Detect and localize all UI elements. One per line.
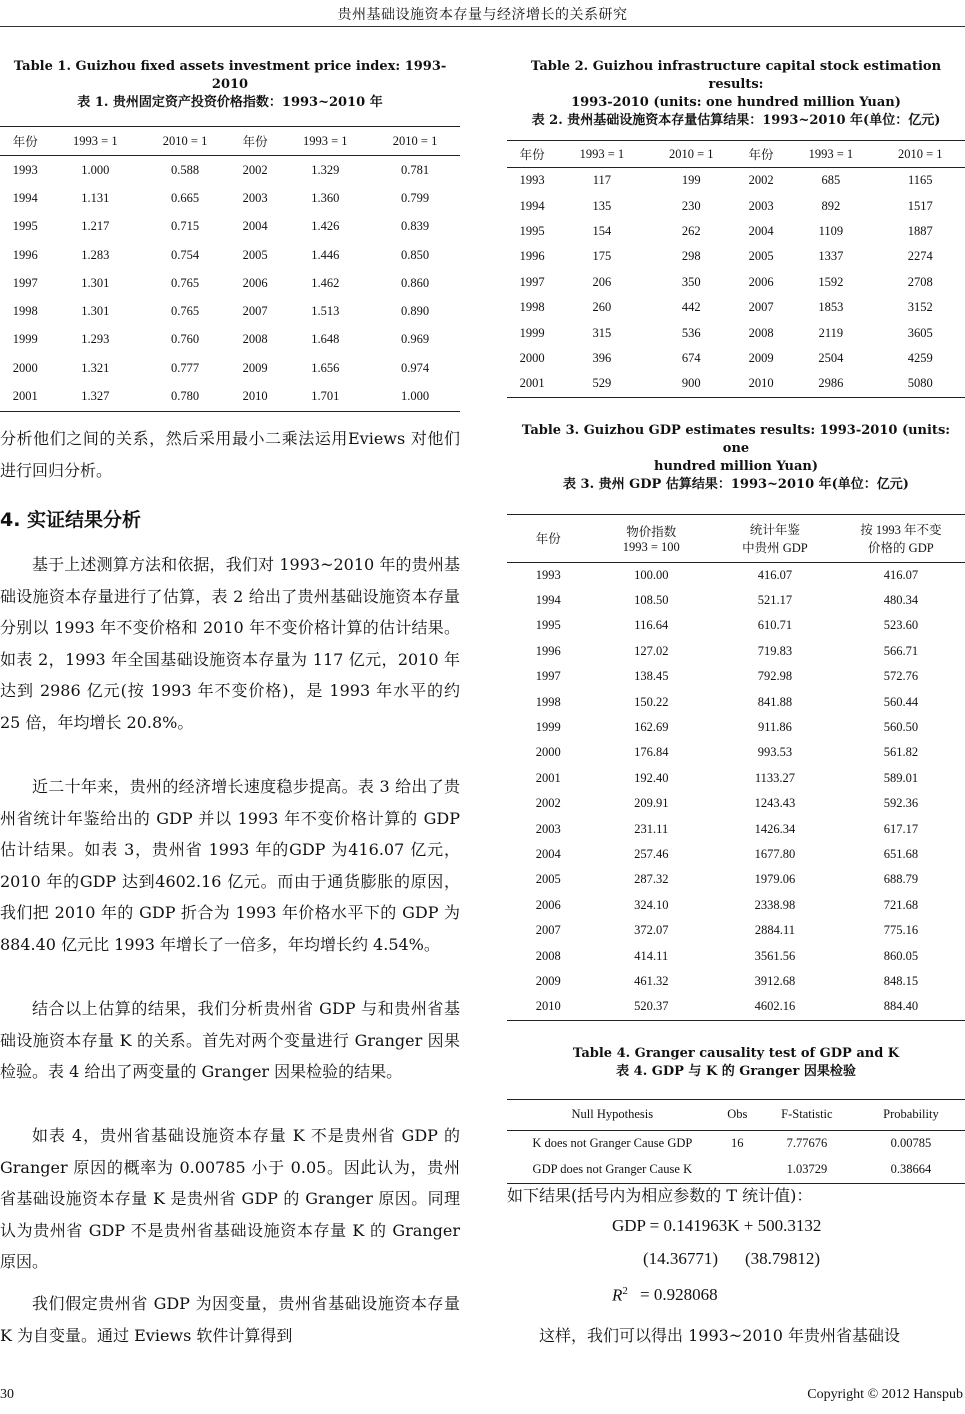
table1-cell: 2003 [242,190,268,205]
table2-cell: 3605 [907,325,933,340]
table3-row [507,562,965,588]
table1-cell: 1.446 [311,247,340,262]
table2-cell: 2001 [507,371,557,397]
table3-cell: 841.88 [757,694,793,709]
table3-row [507,613,965,638]
table4-caption-cn: 表 4. GDP 与 K 的 Granger 因果检验 [616,1063,856,1079]
table4-cell: 1.03729 [757,1157,857,1184]
table3-cell: 1994 [535,593,561,608]
table2-header-cell: 2010 = 1 [647,141,736,168]
table2-cell: 2006 [748,274,774,289]
table2-cell: 2274 [907,249,933,264]
table1-cell: 0.754 [171,247,200,262]
table3-header-yearbook-gdp [713,514,837,562]
table2-cell: 1998 [519,300,545,315]
table3 [507,514,965,1021]
table2-cell: 442 [681,300,701,315]
table2-header-cell: 1993 = 1 [557,141,646,168]
table3-row [507,588,965,613]
t-stat-constant: (38.79812) [745,1249,821,1268]
table1-cell: 2006 [242,275,268,290]
table1-cell: 1.329 [311,162,340,177]
table4-cell: GDP does not Granger Cause K [507,1157,718,1184]
table3-cell: 2338.98 [754,897,796,912]
table3-cell: 209.91 [634,796,669,811]
copyright: Copyright © 2012 Hanspub [807,1387,963,1402]
table3-cell: 416.07 [883,567,919,582]
table1-cell: 1.701 [280,382,370,411]
table4-header-cell: Obs [718,1099,757,1130]
table1-cell: 1.462 [311,275,340,290]
table2-cell: 2003 [748,198,774,213]
table1-cell: 1.327 [50,382,140,411]
table2-cell: 1997 [519,274,545,289]
table2-cell: 3152 [907,300,933,315]
table3-row [507,715,965,740]
table3-row [507,740,965,765]
table2-row [507,219,965,244]
table3-cell: 2004 [535,847,561,861]
table3-cell: 848.15 [883,973,919,988]
table2-cell: 260 [592,300,612,315]
table3-cell: 176.84 [634,745,669,760]
table3-cell: 4602.16 [713,994,837,1020]
table3-cell: 3912.68 [754,973,796,988]
table3-cell: 1995 [535,618,561,633]
table3-cell: 911.86 [757,720,792,735]
table2-cell: 1517 [907,198,933,213]
table3-cell: 610.71 [757,618,793,633]
table1-header-cell: 2010 = 1 [370,127,460,156]
table2-row [507,270,965,295]
table2-cell: 536 [681,325,701,340]
table2-cell: 396 [592,350,612,365]
paragraph-5: 我们假定贵州省 GDP 为因变量，贵州省基础设施资本存量 K 为自变量。通过 Eviews 软件计算得到 [0,1294,460,1345]
table3-cell: 651.68 [883,847,919,861]
paragraph-result-intro: 如下结果(括号内为相应参数的 T 统计值)： [507,1186,813,1205]
table2-cell: 1999 [519,325,545,340]
table3-cell: 150.22 [634,694,669,709]
table3-caption-en-1: Table 3. Guizhou GDP estimates results: 1993-2010 (units: one [521,422,951,456]
table2-header-cell: 年份 [507,141,557,168]
table3-row [507,943,965,968]
table3-cell: 1426.34 [754,821,796,836]
table4-header-cell: Null Hypothesis [507,1099,718,1130]
table1-row [0,269,460,297]
table1-caption-cn: 表 1. 贵州固定资产投资价格指数：1993~2010 年 [77,95,383,110]
table3-row [507,994,965,1020]
table3-cell: 2005 [535,872,561,887]
table2-cell: 1994 [519,198,545,213]
table3-row [507,969,965,994]
table3-cell: 1677.80 [754,847,796,861]
table1-cell: 0.765 [171,304,200,319]
table2-row [507,295,965,320]
table3-header-constant-gdp-l2: 价格的 GDP [868,541,934,556]
table1-cell: 1993 [12,162,38,177]
table3-caption-en-2: hundred million Yuan) [654,458,818,474]
table3-cell: 192.40 [634,770,669,785]
table1-cell: 1.513 [311,304,340,319]
table4-cell: 0.38664 [857,1157,965,1184]
table2-cell: 1109 [818,223,844,238]
table3-cell: 138.45 [634,669,669,684]
table1-row [0,184,460,212]
table4-caption-en: Table 4. Granger causality test of GDP and K [572,1045,900,1061]
paragraph-intro: 分析他们之间的关系，然后采用最小二乘法运用Eviews 对他们进行回归分析。 [0,429,460,480]
table3-cell: 2009 [535,973,561,988]
paragraph-2: 近二十年来，贵州的经济增长速度稳步提高。表 3 给出了贵州省统计年鉴给出的 GDP 并以 1993 年不变价格计算的 GDP 估计结果。如表 3，贵州省 1993 年的GDP 为416.07 亿元，2010 年的GDP 达到4602.16 亿元。而由于通货膨胀的原因，我们把 2010 年的 GDP 折合为 1993 年价格水平下的 GDP 为 884.40 亿元比 1993 年增长了一倍多，年均增长约 4.54%。 [0,777,460,954]
table3-cell: 2007 [535,923,561,938]
table1-row [0,354,460,382]
table2-row [507,346,965,371]
table3-cell: 993.53 [757,745,793,760]
table4-cell: 7.77676 [786,1136,828,1151]
table1-header-cell: 1993 = 1 [280,127,370,156]
table2-cell: 154 [592,223,612,238]
table3-cell: 2001 [535,770,561,785]
table1-cell: 1.426 [311,219,340,234]
table3-cell: 1993 [535,567,561,582]
table1-cell: 2001 [0,382,50,411]
table3-cell: 561.82 [883,745,919,760]
table1-cell: 2008 [242,332,268,347]
table3-cell: 3561.56 [754,948,796,963]
table2-cell: 1993 [519,173,545,188]
table2-cell: 2504 [818,350,844,365]
table3-cell: 1997 [535,669,561,684]
table2-cell: 1165 [908,173,933,188]
table2-header-cell: 年份 [736,141,786,168]
r-squared-label [612,1285,628,1306]
table1-cell: 0.665 [171,190,200,205]
table3-header-constant-gdp [837,514,965,562]
table1-cell: 1.283 [81,247,110,262]
table2-cell: 2004 [748,223,774,238]
table1-cell: 1996 [12,247,38,262]
table3-cell: 2002 [535,796,561,811]
table4-cell: K does not Granger Cause GDP [532,1136,693,1151]
table1-cell: 2000 [12,360,38,375]
table2-caption-en-1: Table 2. Guizhou infrastructure capital stock estimation results: [530,59,942,92]
table1-cell: 1.131 [81,190,110,205]
r-squared-value: = 0.928068 [640,1285,718,1304]
table3-header-yearbook-gdp-l1: 统计年鉴 [749,523,800,538]
table1-cell: 2010 [230,382,280,411]
table3-cell: 100.00 [634,567,669,582]
table2-row [507,371,965,397]
table3-cell: 721.68 [883,897,919,912]
table1-cell: 0.890 [401,304,430,319]
table3-cell: 480.34 [883,593,919,608]
table3-cell: 560.44 [883,694,919,709]
table3-cell: 461.32 [634,973,669,988]
table4 [507,1099,965,1184]
table1-row [0,213,460,241]
table2-cell: 117 [592,173,612,188]
table1-header-cell: 2010 = 1 [140,127,230,156]
table2-cell: 199 [681,173,701,188]
table3-row [507,893,965,918]
table2-cell: 2708 [907,274,933,289]
table2-cell: 175 [592,249,612,264]
table3-cell: 617.17 [883,821,919,836]
paragraph-3: 结合以上估算的结果，我们分析贵州省 GDP 与和贵州省基础设施资本存量 K 的关系。首先对两个变量进行 Granger 因果检验。表 4 给出了两变量的 Granger 因果检验的结果。 [0,999,460,1081]
table3-cell: 1998 [535,694,561,709]
table2-cell: 2002 [748,173,774,188]
table1-cell: 2007 [242,304,268,319]
table2-cell: 1996 [519,249,545,264]
table3-cell: 127.02 [634,643,669,658]
table2-caption-en-2: 1993-2010 (units: one hundred million Yuan) [571,95,901,110]
table2-cell: 2007 [748,300,774,315]
table3-cell: 688.79 [883,872,919,887]
table1-caption [0,58,460,112]
paragraph-1: 基于上述测算方法和依据，我们对 1993~2010 年的贵州基础设施资本存量进行了估算，表 2 给出了贵州基础设施资本存量分别以 1993 年不变价格和 2010 年不变价格计算的估计结果。如表 2，1993 年全国基础设施资本存量为 117 亿元，2010 年达到 2986 亿元(按 1993 年不变价格)，是 1993 年水平的约 25 倍，年均增长 20.8%。 [0,555,460,732]
table2-header-cell: 1993 = 1 [786,141,875,168]
table1-cell: 1994 [12,190,38,205]
header-rule [0,26,965,27]
table1-cell: 0.850 [401,247,430,262]
table1-cell: 0.760 [171,332,200,347]
table3-row [507,766,965,791]
table4-row [507,1130,965,1157]
table3-cell: 884.40 [837,994,965,1020]
table1-cell: 1997 [12,275,38,290]
table1-row [0,326,460,354]
table2-cell: 685 [821,173,841,188]
table1-cell: 0.969 [401,332,430,347]
table1-cell: 0.588 [171,162,200,177]
table1-cell: 0.974 [401,360,430,375]
r-squared-exponent: 2 [622,1285,628,1297]
section-heading: 4. 实证结果分析 [0,509,142,531]
table3-caption [507,422,965,494]
table3-cell: 521.17 [757,593,793,608]
table3-cell: 231.11 [634,821,669,836]
table2-cell: 262 [681,223,701,238]
table3-row [507,867,965,892]
table1-row [0,241,460,269]
table4-caption [507,1045,965,1081]
table2-row [507,168,965,194]
table2-cell: 674 [681,350,701,365]
table3-header-price-index-l2: 1993 = 100 [622,539,680,554]
table1-header-cell: 年份 [230,127,280,156]
table3-cell: 589.01 [883,770,919,785]
right-column [507,40,965,1184]
table2-cell: 350 [681,274,701,289]
table3-cell: 520.37 [589,994,713,1020]
table2-cell: 230 [681,198,701,213]
paragraph-4: 如表 4，贵州省基础设施资本存量 K 不是贵州省 GDP 的 Granger 原因的概率为 0.00785 小于 0.05。因此认为，贵州省基础设施资本存量 K 是贵州省 GDP 的 Granger 原因。同理认为贵州省 GDP 不是贵州省基础设施资本存量 K 的 Granger 原因。 [0,1126,460,1271]
t-stat-coefficient: (14.36771) [643,1249,719,1268]
table1-cell: 0.780 [140,382,230,411]
table3-cell: 1133.27 [754,770,795,785]
table3-cell: 775.16 [883,923,919,938]
table1-cell: 1.656 [311,360,340,375]
table3-cell: 523.60 [883,618,919,633]
table3-header-price-index [589,514,713,562]
table3-cell: 414.11 [634,948,669,963]
table1-cell: 1999 [12,332,38,347]
table4-header-row [507,1099,965,1130]
table2-row [507,320,965,345]
table3-cell: 2010 [507,994,589,1020]
table2-row [507,193,965,218]
table2-header-row [507,141,965,168]
table3-cell: 372.07 [634,923,669,938]
table1-cell: 2009 [242,360,268,375]
table3-cell: 572.76 [883,669,919,684]
table2-cell: 5080 [876,371,965,397]
table1-cell: 1.360 [311,190,340,205]
table1-cell: 0.715 [171,219,200,234]
table1-cell: 0.860 [401,275,430,290]
table2-row [507,244,965,269]
table1-cell: 1.648 [311,332,340,347]
table1 [0,126,460,412]
page-number: 30 [0,1387,14,1402]
table4-cell: 0.00785 [890,1136,932,1151]
table2-cell: 1853 [818,300,844,315]
table3-cell: 116.64 [634,618,669,633]
running-head: 贵州基础设施资本存量与经济增长的关系研究 [337,7,628,23]
table1-cell: 2004 [242,219,268,234]
table3-cell: 719.83 [757,643,793,658]
table2-cell: 135 [592,198,612,213]
table1-cell: 1.293 [81,332,110,347]
table3-header-row [507,514,965,562]
table3-cell: 2003 [535,821,561,836]
table4-header-cell: F-Statistic [757,1099,857,1130]
table2-cell: 1995 [519,223,545,238]
table2-cell: 900 [647,371,736,397]
table3-cell: 592.36 [883,796,919,811]
table2-cell: 1592 [818,274,844,289]
regression-equation: GDP = 0.141963K + 500.3132 [612,1216,822,1235]
table3-cell: 1999 [535,720,561,735]
table2-header-cell: 2010 = 1 [876,141,965,168]
table3-cell: 108.50 [634,593,669,608]
table2-cell: 2000 [519,350,545,365]
table3-cell: 792.98 [757,669,793,684]
table3-cell: 287.32 [634,872,669,887]
table3-row [507,918,965,943]
table3-row [507,816,965,841]
left-column [0,40,460,412]
table3-cell: 257.46 [634,847,669,861]
table3-cell: 860.05 [883,948,919,963]
table2-cell: 529 [557,371,646,397]
table2-cell: 892 [821,198,841,213]
table1-cell: 0.777 [171,360,200,375]
table1-cell: 1.301 [81,304,110,319]
table3-cell: 1996 [535,643,561,658]
table2-cell: 315 [592,325,612,340]
table1-header-row [0,127,460,156]
table3-row [507,791,965,816]
table3-row [507,639,965,664]
table2 [507,140,965,398]
paragraph-closing: 这样，我们可以得出 1993~2010 年贵州省基础设 [539,1326,901,1345]
table3-cell: 1979.06 [754,872,796,887]
r-squared-symbol: R [612,1285,623,1305]
table2-cell: 298 [681,249,701,264]
table1-cell: 1.000 [370,382,460,411]
table1-cell: 1.217 [81,219,110,234]
table1-cell: 1995 [12,219,38,234]
table3-cell: 2006 [535,897,561,912]
table1-cell: 1.000 [81,162,110,177]
table2-cell: 2008 [748,325,774,340]
table2-caption [507,58,965,130]
table3-cell: 2884.11 [754,923,795,938]
table3-cell: 1243.43 [754,796,796,811]
table3-cell: 416.07 [757,567,793,582]
table2-cell: 2005 [748,249,774,264]
table1-cell: 0.781 [401,162,430,177]
table1-cell: 2005 [242,247,268,262]
table1-header-cell: 年份 [0,127,50,156]
table3-cell: 324.10 [634,897,669,912]
table2-cell: 2010 [736,371,786,397]
table2-cell: 4259 [907,350,933,365]
table2-cell: 1887 [907,223,933,238]
table3-row [507,664,965,689]
table3-header-yearbook-gdp-l2: 中贵州 GDP [742,541,808,556]
table3-header-year: 年份 [507,514,589,562]
table3-header-constant-gdp-l1: 按 1993 年不变 [860,523,942,538]
table2-cell: 2119 [818,325,844,340]
table1-row [0,297,460,325]
table3-cell: 2008 [535,948,561,963]
table2-cell: 1337 [818,249,844,264]
table4-header-cell: Probability [857,1099,965,1130]
table3-row [507,689,965,714]
table1-cell: 0.839 [401,219,430,234]
table3-cell: 566.71 [883,643,919,658]
table3-header-price-index-l1: 物价指数 [626,524,677,539]
table3-cell: 560.50 [883,720,919,735]
table1-row [0,156,460,185]
table3-cell: 162.69 [634,720,669,735]
table2-cell: 2009 [748,350,774,365]
table2-cell: 2986 [786,371,875,397]
table3-caption-cn: 表 3. 贵州 GDP 估算结果：1993~2010 年(单位：亿元) [563,476,909,492]
table1-cell: 0.799 [401,190,430,205]
table4-cell: 16 [731,1136,744,1151]
table1-cell: 1.301 [81,275,110,290]
table1-header-cell: 1993 = 1 [50,127,140,156]
table1-row [0,382,460,411]
table1-cell: 1.321 [81,360,110,375]
table1-cell: 1998 [12,304,38,319]
table2-cell: 206 [592,274,612,289]
table1-cell: 0.765 [171,275,200,290]
table1-caption-en: Table 1. Guizhou fixed assets investment price index: 1993-2010 [13,59,447,92]
table1-cell: 2002 [242,162,268,177]
table3-cell: 2000 [535,745,561,760]
table2-caption-cn: 表 2. 贵州基础设施资本存量估算结果：1993~2010 年(单位：亿元) [531,113,941,128]
table3-row [507,842,965,867]
